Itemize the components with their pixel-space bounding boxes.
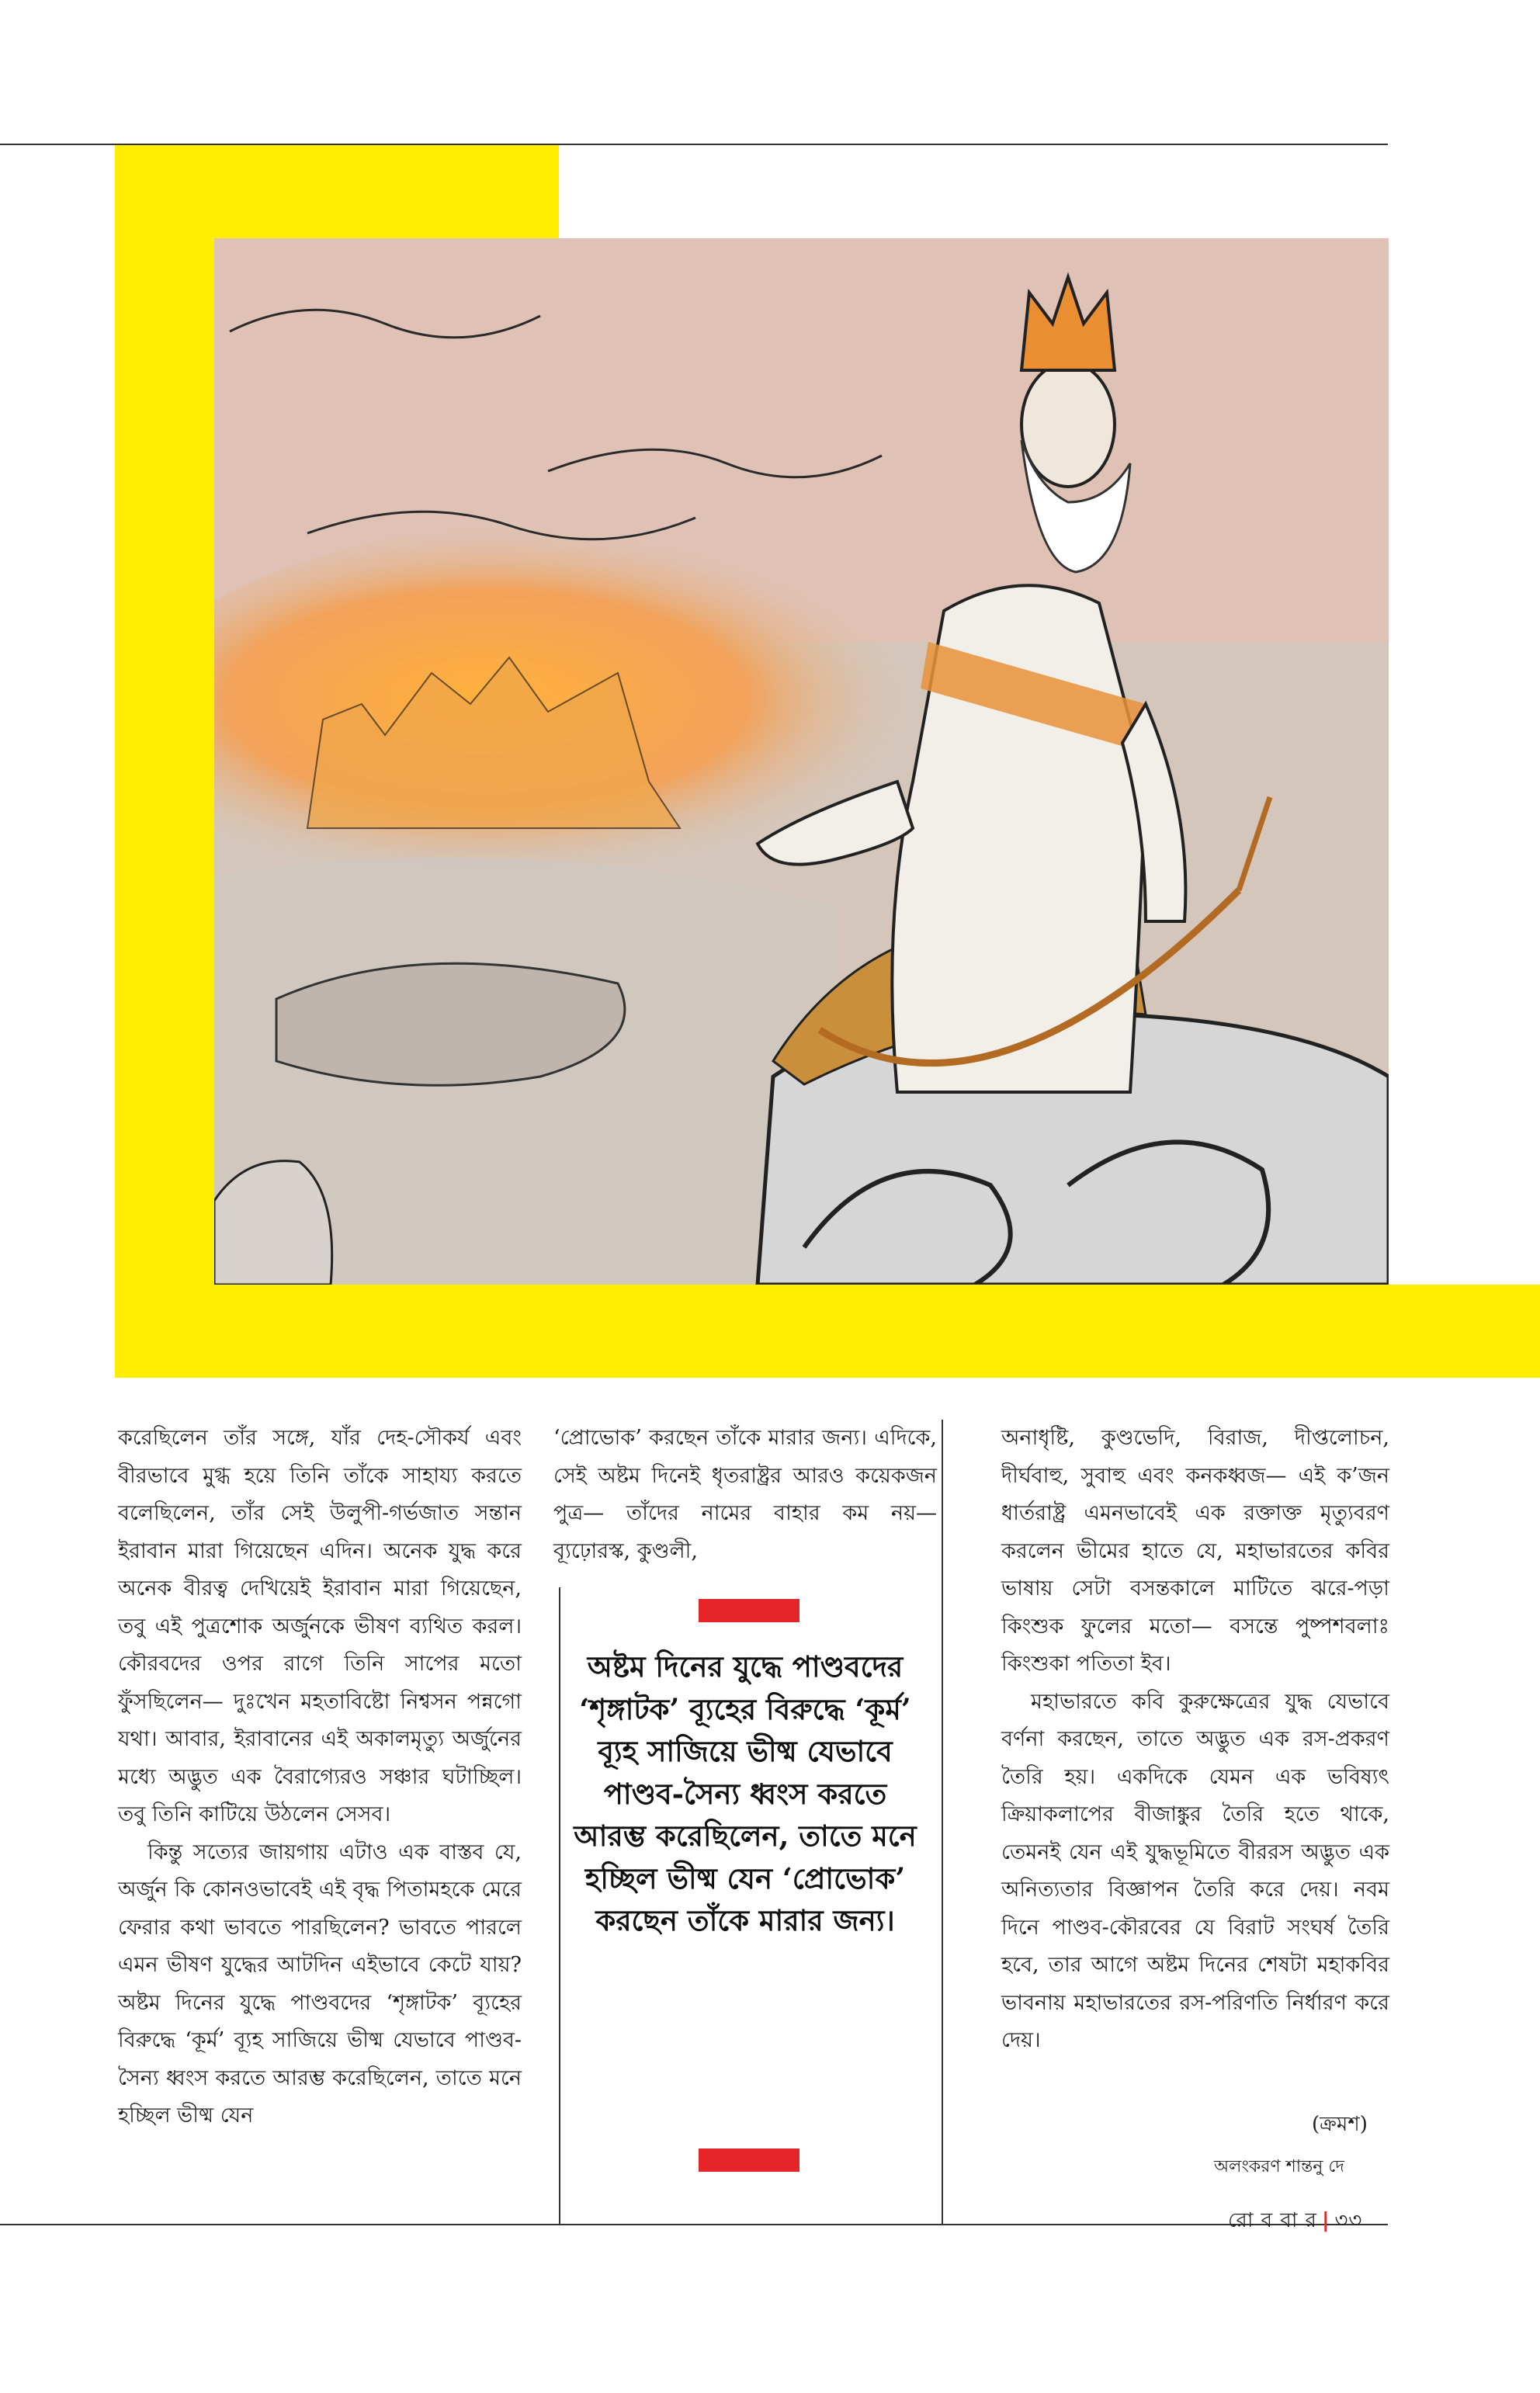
left-para-1: করেছিলেন তাঁর সঙ্গে, যাঁর দেহ-সৌকর্য এবং বীরভাবে মুগ্ধ হয়ে তিনি তাঁকে সাহায্য করতে বলেছিলেন, তাঁর সেই উলুপী-গর্ভজাত সন্তান ইরাবান মারা গিয়েছেন এদিন। অনেক যুদ্ধ করে অনেক বীরত্ব দেখিয়েই ইরাবান মারা গিয়েছেন, তবু এই পুত্রশোক অর্জুনকে ভীষণ ব্যথিত করল। কৌরবদের ওপর রাগে তিনি সাপের মতো ফুঁসছিলেন— দুঃখেন মহতাবিষ্টো নিশ্বসন পন্নগো যথা। আবার, ইরাবানের এই অকালমৃত্যু অর্জুনের মধ্যে অদ্ভুত এক বৈরাগ্যেরও সঞ্চার ঘটাচ্ছিল। তবু তিনি কাটিয়ে উঠলেন সেসব। <box>118 1426 522 1826</box>
illustration-credit: অলংকরণ শান্তনু দে <box>1214 2157 1344 2176</box>
column-middle <box>553 1420 937 1570</box>
pullquote-red-bar-top <box>699 1599 799 1622</box>
column-left <box>118 1420 522 2135</box>
continued-label: (ক্রমশ) <box>1312 2113 1368 2136</box>
column-divider-left <box>559 1587 560 2224</box>
pull-quote: অষ্টম দিনের যুদ্ধে পাণ্ডবদের ‘শৃঙ্গাটক’ ব্যূহের বিরুদ্ধে ‘কূর্ম’ ব্যূহ সাজিয়ে ভীষ্ম যেভাবে পাণ্ডব-সৈন্য ধ্বংস করতে আরম্ভ করেছিলেন, তাতে মনে হচ্ছিল ভীষ্ম যেন ‘প্রোভোক’ করছেন তাঁকে মারার জন্য। <box>574 1649 917 1937</box>
page-number: ৩৩ <box>1334 2209 1363 2232</box>
bottom-rule <box>0 2224 1388 2225</box>
column-right <box>1001 1420 1389 2060</box>
illustration <box>214 238 1389 1285</box>
right-para-1: অনাধৃষ্টি, কুণ্ডভেদি, বিরাজ, দীপ্তলোচন, দীর্ঘবাহু, সুবাহু এবং কনকধ্বজ— এই ক’জন ধার্তরাষ্ট্র এমনভাবেই এক রক্তাক্ত মৃত্যুবরণ করলেন ভীমের হাতে যে, মহাভারতের কবির ভাষায় সেটা বসন্তকালে মাটিতে ঝরে-পড়া কিংশুক ফুলের মতো— বসন্তে পুষ্পশবলাঃ কিংশুকা পতিতা ইব। <box>1001 1426 1389 1676</box>
pullquote-red-bar-bottom <box>699 2148 799 2172</box>
bhishma-chariot-illustration <box>214 238 1389 1285</box>
middle-para-1: ‘প্রোভোক’ করছেন তাঁকে মারার জন্য। এদিকে, সেই অষ্টম দিনেই ধৃতরাষ্ট্রর আরও কয়েকজন পুত্র— তাঁদের নামের বাহার কম নয়— ব্যূঢ়োরস্ক, কুণ্ডলী, <box>553 1426 937 1563</box>
footer-separator: | <box>1321 2209 1330 2232</box>
yellow-block-bottom <box>214 1285 1540 1378</box>
column-divider-right <box>942 1420 943 2224</box>
right-para-2: মহাভারতে কবি কুরুক্ষেত্রের যুদ্ধ যেভাবে বর্ণনা করছেন, তাতে অদ্ভুত এক রস-প্রকরণ তৈরি হয়। একদিকে যেমন এক ভবিষ্যৎ ক্রিয়াকলাপের বীজাঙ্কুর তৈরি হতে থাকে, তেমনই যেন এই যুদ্ধভূমিতে বীররস অদ্ভুত এক অনিত্যতার বিজ্ঞাপন তৈরি করে দেয়। নবম দিনে পাণ্ডব-কৌরবের যে বিরাট সংঘর্ষ তৈরি হবে, তার আগে অষ্টম দিনের শেষটা মহাকবির ভাবনায় মহাভারতের রস-পরিণতি নির্ধারণ করে দেয়। <box>1001 1689 1389 2052</box>
yellow-block-left <box>115 238 214 1378</box>
magazine-name: রো ব বা র <box>1228 2209 1317 2232</box>
page-footer <box>1228 2204 1362 2239</box>
yellow-block-top <box>115 145 559 238</box>
left-para-2: কিন্তু সত্যের জায়গায় এটাও এক বাস্তব যে, অর্জুন কি কোনওভাবেই এই বৃদ্ধ পিতামহকে মেরে ফেরার কথা ভাবতে পারছিলেন? ভাবতে পারলে এমন ভীষণ যুদ্ধের আটদিন এইভাবে কেটে যায়? অষ্টম দিনের যুদ্ধে পাণ্ডবদের ‘শৃঙ্গাটক’ ব্যূহের বিরুদ্ধে ‘কূর্ম’ ব্যূহ সাজিয়ে ভীষ্ম যেভাবে পাণ্ডব-সৈন্য ধ্বংস করতে আরম্ভ করেছিলেন, তাতে মনে হচ্ছিল ভীষ্ম যেন <box>118 1840 522 2128</box>
